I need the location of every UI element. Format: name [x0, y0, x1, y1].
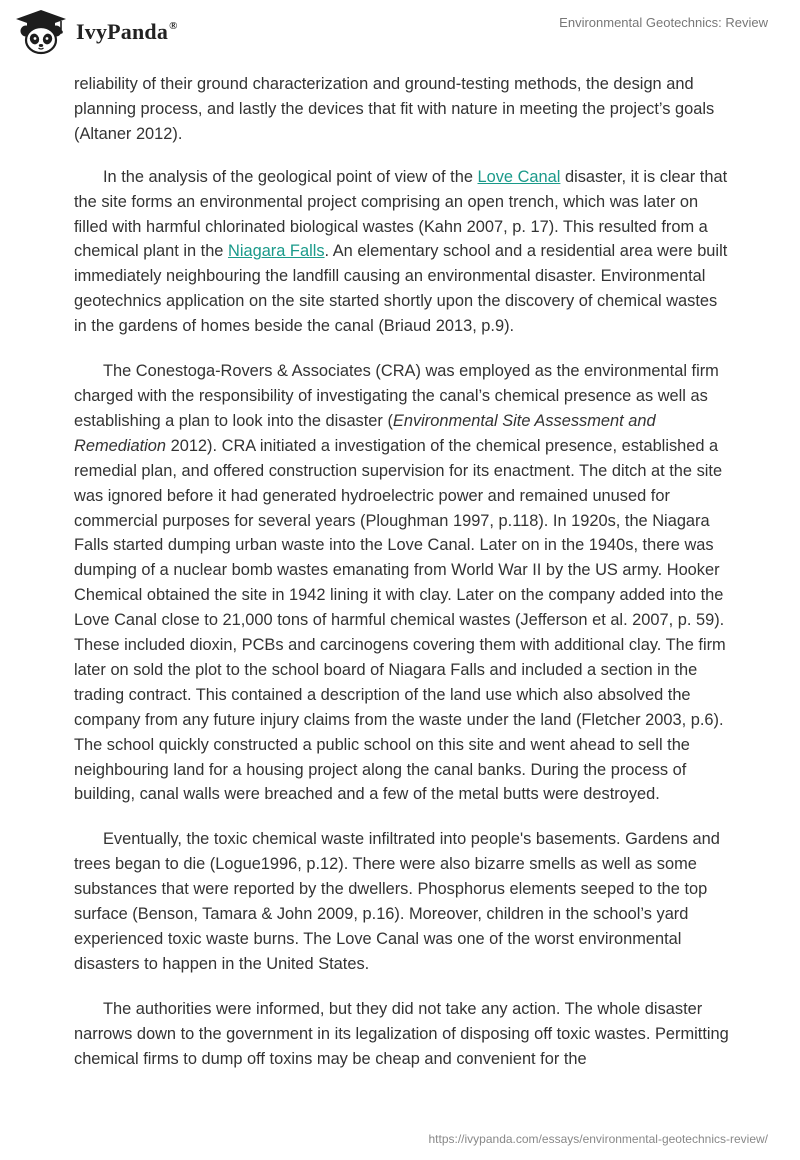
brand-name: IvyPanda®	[76, 19, 178, 44]
niagara-falls-link[interactable]: Niagara Falls	[227, 242, 325, 261]
paragraph-5: The authorities were informed, but they did not take any action. The whole disaster narrows down to the government in its legalization of disposing off toxic wastes. Permitting chemical firms to dump off toxins may be cheap and convenient for the	[74, 999, 729, 1068]
ivypanda-logo[interactable]	[14, 9, 178, 55]
paragraph-3: The Conestoga-Rovers & Associates (CRA) was employed as the environmental firm charged with the responsibility of investigating the canal’s chemical presence as well as establishing a plan to look into the disaster (Environmental Site Assessment and Remediation 2012). CRA initiated a investigation of the chemical presence, established a remedial plan, and offered construction supervision for its enactment. The ditch at the site was ignored before it had generated hydroelectric power and remained unused for commercial purposes for several years (Ploughman 1997, p.118). In 1920s, the Niagara Falls started dumping urban waste into the Love Canal. Later on in the 1940s, there was dumping of a nuclear bomb wastes emanating from World War II by the US army. Hooker Chemical obtained the site in 1942 lining it with clay. Later on the company added into the Love Canal close to 21,000 tons of harmful chemical wastes (Jefferson et al. 2007, p. 59). These included dioxin, PCBs and carcinogens covering them with additional clay. The firm later on sold the plot to the school board of Niagara Falls and included a section in the trading contract. This contained a description of the land use which also absolved the company from any future injury claims from the waste under the land (Fletcher 2003, p.6). The school quickly constructed a public school on this site and went ahead to sell the neighbouring land for a housing project along the canal banks. During the process of building, canal walls were breached and a few of the metal butts were destroyed.	[74, 362, 726, 804]
paragraph-2: In the analysis of the geological point of view of the Love Canal disaster, it is clear that the site forms an environmental project comprising an open trench, which was later on filled with harmful chlorinated biological wastes (Kahn 2007, p. 17). This resulted from a chemical plant in the Niagara Falls. An elementary school and a residential area were built immediately neighbouring the landfill causing an environmental disaster. Environmental geotechnics application on the site started shortly upon the discovery of chemical wastes in the gardens of homes beside the canal (Briaud 2013, p.9).	[74, 167, 728, 336]
love-canal-link[interactable]: Love Canal	[477, 167, 561, 186]
paragraph-4: Eventually, the toxic chemical waste infiltrated into people's basements. Gardens and trees began to die (Logue1996, p.12). There were also bizarre smells as well as some substances that were reported by the dwellers. Phosphorus elements seeped to the top surface (Benson, Tamara & John 2009, p.16). Moreover, children in the school’s yard experienced toxic waste burns. The Love Canal was one of the worst environmental disasters to happen in the United States.	[74, 830, 720, 973]
cited-title: Environmental Site Assessment and Remediation	[74, 411, 656, 455]
page-header	[0, 0, 800, 72]
essay-body	[74, 72, 734, 1092]
source-url[interactable]: https://ivypanda.com/essays/environmental-geotechnics-review/	[428, 1132, 768, 1146]
registered-mark: ®	[169, 20, 178, 32]
paragraph-1: reliability of their ground characterization and ground-testing methods, the design and planning process, and lastly the devices that fit with nature in meeting the project’s goals (Altaner 2012).	[74, 75, 715, 143]
panda-graduation-cap-icon	[14, 9, 68, 55]
document-title: Environmental Geotechnics: Review	[559, 15, 768, 30]
